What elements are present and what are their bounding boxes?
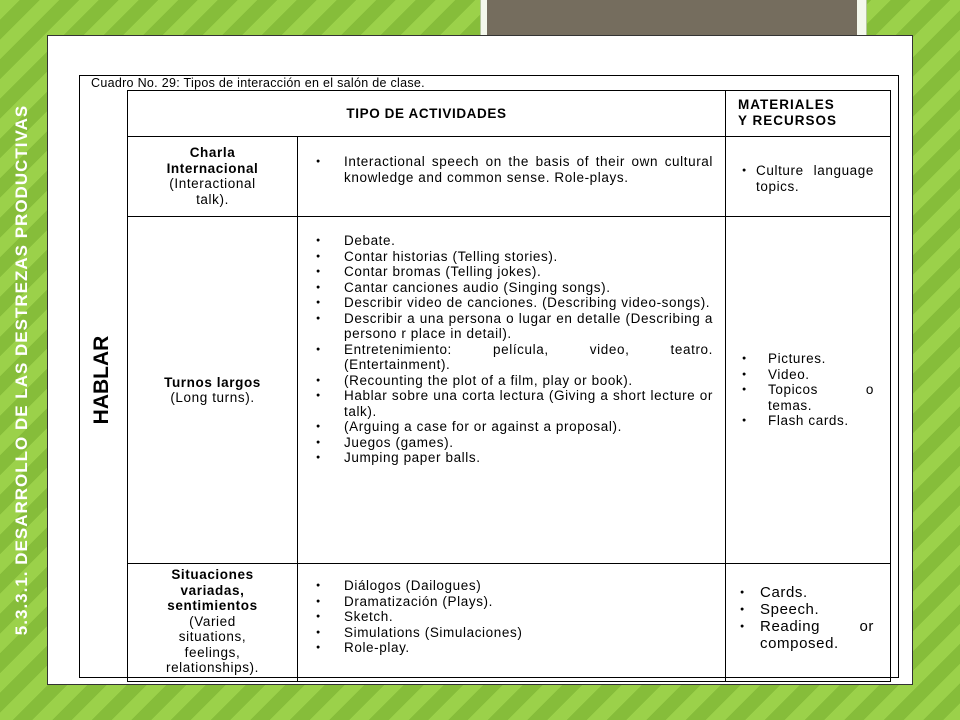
- type-line: situations,: [178, 629, 247, 644]
- list-item: ● Simulations (Simulaciones): [316, 625, 713, 641]
- type-cell: [128, 217, 298, 564]
- list-item: ● Entretenimiento: película, video, teatro. (Entertainment).: [316, 342, 713, 373]
- list-item: ● Hablar sobre una corta lectura (Giving a short lecture or talk).: [316, 388, 713, 419]
- header-activities: TIPO DE ACTIVIDADES: [128, 91, 726, 137]
- type-line: variadas,: [180, 582, 245, 598]
- list-item: ● Role-play.: [316, 640, 713, 656]
- list-item: ● Contar historias (Telling stories).: [316, 249, 713, 265]
- type-line: Internacional: [166, 160, 259, 176]
- skill-label: [82, 330, 122, 430]
- table-row: [128, 137, 891, 217]
- list-item: ● Video.: [742, 367, 874, 383]
- type-line: feelings,: [184, 644, 241, 660]
- list-item: ● Cards.: [740, 584, 874, 601]
- table-header-row: [128, 91, 891, 137]
- materials-cell: [726, 137, 891, 217]
- side-title-text: 5.3.3.1. DESARROLLO DE LAS DESTREZAS PRODUCTIVAS: [12, 104, 31, 636]
- list-item: ● Sketch.: [316, 609, 713, 625]
- list-item: ● Flash cards.: [742, 413, 874, 429]
- header-materials: [726, 91, 891, 137]
- type-line: (Varied: [189, 613, 236, 629]
- table-row: [128, 564, 891, 682]
- activities-cell: [298, 217, 726, 564]
- activities-cell: [298, 137, 726, 217]
- materials-cell: [726, 564, 891, 682]
- type-cell: [128, 564, 298, 682]
- type-line: Charla: [189, 145, 236, 160]
- list-item: ● (Arguing a case for or against a proposal).: [316, 419, 713, 435]
- list-item: ● Topicos o temas.: [742, 382, 874, 413]
- materials-cell: [726, 217, 891, 564]
- list-item: ● Pictures.: [742, 351, 874, 367]
- list-item: ● Interactional speech on the basis of their own cultural knowledge and common sense. Role-plays.: [316, 154, 713, 185]
- list-item: ● Reading or composed.: [740, 618, 874, 652]
- skill-label-text: HABLAR: [90, 335, 113, 425]
- list-item: ● Cantar canciones audio (Singing songs).: [316, 280, 713, 296]
- list-item: ● Juegos (games).: [316, 435, 713, 451]
- type-line: sentimientos: [167, 598, 258, 613]
- list-item: ● Contar bromas (Telling jokes).: [316, 264, 713, 280]
- type-line: Situaciones: [171, 567, 254, 582]
- header-materials-line1: MATERIALES: [738, 97, 835, 112]
- table-caption: Cuadro No. 29: Tipos de interacción en el salón de clase.: [91, 76, 425, 90]
- list-item: ● Debate.: [316, 233, 713, 249]
- type-cell: [128, 137, 298, 217]
- list-item: ● Speech.: [740, 601, 874, 618]
- type-line: (Long turns).: [170, 390, 255, 405]
- table-row: [128, 217, 891, 564]
- type-line: Turnos largos: [164, 374, 261, 390]
- list-item: ● Jumping paper balls.: [316, 450, 713, 466]
- slide-side-title: [0, 0, 44, 720]
- list-item: ● Describir video de canciones. (Describing video-songs).: [316, 295, 713, 311]
- type-line: talk).: [196, 191, 229, 207]
- list-item: ● Describir a una persona o lugar en detalle (Describing a persono r place in detail).: [316, 311, 713, 342]
- header-materials-line2: Y RECURSOS: [738, 112, 838, 128]
- list-item: ● Dramatización (Plays).: [316, 594, 713, 610]
- activities-cell: [298, 564, 726, 682]
- list-item: ● (Recounting the plot of a film, play or book).: [316, 373, 713, 389]
- list-item: ● Culture language topics.: [742, 163, 874, 194]
- type-line: (Interactional: [169, 176, 256, 191]
- activities-table: [127, 90, 891, 682]
- list-item: ● Diálogos (Dailogues): [316, 578, 713, 594]
- type-line: relationships).: [165, 660, 260, 675]
